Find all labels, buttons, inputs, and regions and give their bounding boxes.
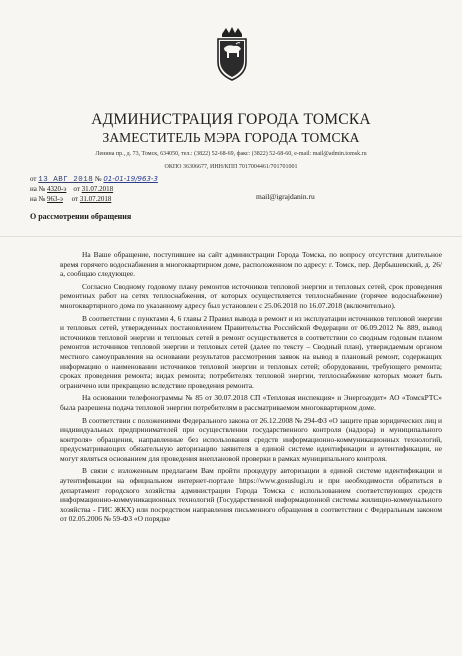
outgoing-number: 01-01-19/963-3 [103,175,158,183]
outgoing-registration-line [30,174,158,184]
incoming-date-1: 31.07.2018 [81,185,114,193]
letter-body [60,250,442,527]
incoming-number-2: 963-э [47,195,63,203]
recipient-email: mail@igrajdanin.ru [256,192,315,201]
okpo-inn-line: ОКПО 36306677, ИНН/КПП 7017004461/701701001 [164,164,298,170]
registration-block [30,174,158,204]
body-paragraph: В связи с изложенным предлагаем Вам пройти процедуру авторизации в единой системе идентификации и аутентификации на официальном интернет-портале https://www.gosuslugi.ru и при необходимости обратиться в департамент городского хозяйства администрации Города Томска с использованием соответствующих средств информационно-коммуникационных технологий (Государственной информационной системы жилищно-коммунального хозяйства - ГИС ЖКХ) или посредством направления письменного обращения в соответствии с Федеральным законом от 02.05.2006 № 59-ФЗ «О порядке [60,466,442,524]
contact-details: Ленина пр., д. 73, Томск, 634050, тел.: (3822) 52-68-69, факс: (3822) 52-68-60, e-mail: mail@admin.tomsk.ru [95,151,367,157]
body-paragraph: В соответствии с пунктами 4, 6 главы 2 Правил вывода в ремонт и из эксплуатации источников тепловой энергии и тепловых сетей, утвержденных постановлением Правительства Российской Федерации от 06.09.2012 № 889, вывод источников тепловой энергии и тепловых сетей в ремонт осуществляется в соответствии со сводным годовым планом ремонтов источников тепловой энергии и тепловых сетей (далее по тексту – Сводный план), утверждаемым органом местного самоуправления на основании результатов рассмотрения заявок на вывод в плановый ремонт, содержащих информацию о наименовании источников тепловой энергии и тепловых сетей; оборудовании, требующего ремонта; сроках проведения ремонта; видах ремонта; потребителях тепловой энергии, теплоснабжение которых может быть ограничено или прекращено вследствие проведения ремонта. [60,313,442,390]
number-label: № [94,175,102,183]
incoming-number-1: 4320-э [47,185,67,193]
na-label: на № [30,185,46,193]
outgoing-date-stamp: 13 АВГ 2018 [38,176,94,184]
organization-name: АДМИНИСТРАЦИЯ ГОРОДА ТОМСКА [91,111,371,128]
from-label: от [30,175,37,183]
incoming-from-label-1: от [73,185,80,193]
body-paragraph: Согласно Сводному годовому плану ремонтов источников тепловой энергии и тепловых сетей, срок проведения ремонтных работ на сетях теплоснабжения, от которых осуществляется теплоснабжение (горячее водоснабжение) многоквартирного дома по указанному адресу был установлен с 25.06.2018 по 16.07.2018 (включительно). [60,281,442,310]
scan-fold-line [0,236,462,237]
letter-subject: О рассмотрении обращения [30,212,132,221]
deputy-mayor-title: ЗАМЕСТИТЕЛЬ МЭРА ГОРОДА ТОМСКА [102,130,360,145]
body-paragraph: В соответствии с положениями Федерального закона от 26.12.2008 № 294-ФЗ «О защите прав юридических лиц и индивидуальных предпринимателей при осуществлении государственного контроля (надзора) и муниципального контроля» обращения, направленные без использования средств информационно-коммуникационных технологий, предусматривающих обязательную авторизацию заявителя в единой системе идентификации и аутентификации, не могут являться основанием для проведения внеплановой проверки в рамках муниципального контроля. [60,415,442,463]
na-label: на № [30,195,46,203]
incoming-from-label-2: от [71,195,79,203]
body-paragraph: На основании телефонограммы № 85 от 30.07.2018 СП «Тепловая инспекция» и Энергоаудит» АО «ТомскРТС» была разрешена подача тепловой энергии потребителям в рассматриваемом многоквартирном доме. [60,393,442,412]
incoming-date-2: 31.07.2018 [79,195,112,203]
incoming-registration-line-1 [30,184,158,194]
incoming-registration-line-2 [30,194,158,204]
body-paragraph: На Ваше обращение, поступившее на сайт администрации Города Томска, по вопросу отсутствия длительное время горячего водоснабжения в многоквартирном доме, расположенном по адресу: г. Томск, пер. Дербышевский, д. 26/а, сообщаю следующее. [60,250,442,279]
tomsk-coat-of-arms-icon [212,26,252,82]
